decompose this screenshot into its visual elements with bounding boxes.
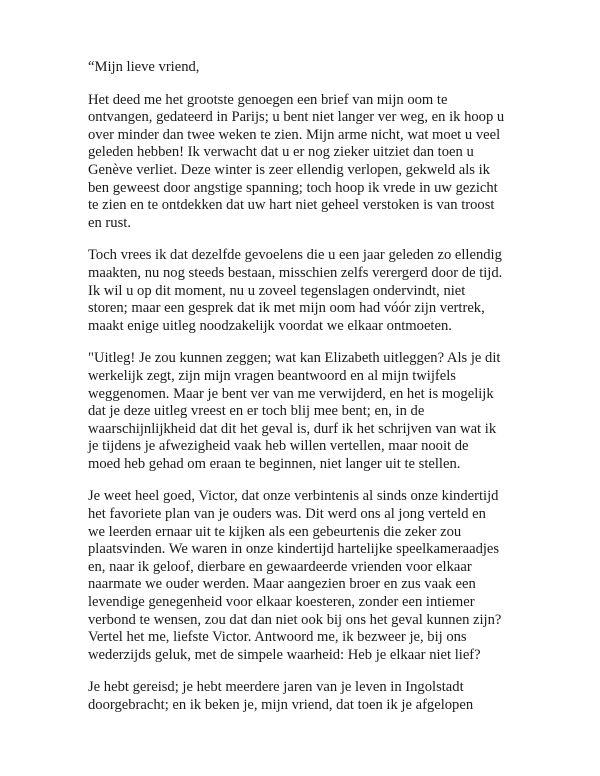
text-line: Ik wil u op dit moment, nu u zoveel tegenslagen ondervindt, niet bbox=[88, 282, 466, 299]
text-line: "Uitleg! Je zou kunnen zeggen; wat kan Elizabeth uitleggen? Als je dit bbox=[88, 350, 501, 367]
text-line: moed heb gehad om eraan te beginnen, niet langer uit te stellen. bbox=[88, 455, 461, 472]
text-line: plaatsvinden. We waren in onze kindertijd hartelijke speelkameraadjes bbox=[88, 541, 500, 558]
paragraph bbox=[88, 247, 528, 335]
text-line: levendige genegenheid voor elkaar koesteren, zonder een intiemer bbox=[88, 594, 475, 611]
text-line: weggenomen. Maar je bent ver van me verwijderd, en het is mogelijk bbox=[88, 385, 494, 402]
text-line: het favoriete plan van je ouders was. Dit werd ons al jong verteld en bbox=[88, 506, 486, 523]
text-line: doorgebracht; en ik beken je, mijn vriend, dat toen ik je afgelopen bbox=[88, 697, 474, 713]
text-line: dat je deze uitleg vreest en er toch blij mee bent; en, in de bbox=[88, 403, 425, 420]
salutation bbox=[88, 59, 528, 77]
text-line: storen; maar een gesprek dat ik met mijn oom had vóór zijn vertrek, bbox=[88, 300, 485, 317]
text-line: we leerden ernaar uit te kijken als een gebeurtenis die zeker zou bbox=[88, 523, 462, 540]
text-line: ontvangen, gedateerd in Parijs; u bent niet langer ver weg, en ik hoop u bbox=[88, 109, 505, 126]
text-line: maakt enige uitleg noodzakelijk voordat we elkaar ontmoeten. bbox=[88, 317, 452, 334]
text-line: je tijdens je afwezigheid vaak heb willen vertellen, maar nooit de bbox=[88, 438, 469, 455]
text-line: werkelijk zegt, zijn mijn vragen beantwoord en al mijn twijfels bbox=[88, 367, 456, 384]
text-line: wederzijds geluk, met de simpele waarheid: Heb je elkaar niet lief? bbox=[88, 646, 481, 663]
text-line: over minder dan twee weken te zien. Mijn arme nicht, wat moet u veel bbox=[88, 126, 501, 143]
text-line: “Mijn lieve vriend, bbox=[88, 59, 200, 75]
text-line: Genève verliet. Deze winter is zeer ellendig verlopen, gekweld als ik bbox=[88, 161, 490, 178]
letter-body bbox=[88, 59, 528, 730]
text-line: en rust. bbox=[88, 214, 131, 231]
text-line: Je weet heel goed, Victor, dat onze verbintenis al sinds onze kindertijd bbox=[88, 488, 499, 505]
paragraph bbox=[88, 92, 528, 233]
text-line: Je hebt gereisd; je hebt meerdere jaren van je leven in Ingolstadt bbox=[88, 679, 464, 696]
text-line: Toch vrees ik dat dezelfde gevoelens die u een jaar geleden zo ellendig bbox=[88, 247, 502, 264]
text-line: naarmate we ouder werden. Maar aangezien broer en zus vaak een bbox=[88, 576, 476, 593]
text-line: ben geweest door angstige spanning; toch hoop ik vrede in uw gezicht bbox=[88, 179, 498, 196]
paragraph bbox=[88, 350, 528, 473]
text-line: te zien en te ontdekken dat uw hart niet geheel verstoken is van troost bbox=[88, 197, 495, 214]
text-line: waarschijnlijkheid dat dit het geval is, durf ik het schrijven van wat ik bbox=[88, 420, 497, 437]
text-line: geleden hebben! Ik verwacht dat u er nog zieker uitziet dan toen u bbox=[88, 144, 474, 161]
text-line: en, naar ik geloof, dierbare en gewaardeerde vrienden voor elkaar bbox=[88, 558, 472, 575]
text-line: maakten, nu nog steeds bestaan, misschien zelfs verergerd door de tijd. bbox=[88, 264, 503, 281]
text-line: verbond te wensen, zou dat dan niet ook bij ons het geval kunnen zijn? bbox=[88, 611, 502, 628]
paragraph bbox=[88, 679, 528, 714]
text-line: Het deed me het grootste genoegen een brief van mijn oom te bbox=[88, 91, 448, 108]
paragraph bbox=[88, 488, 528, 664]
text-line: Vertel het me, liefste Victor. Antwoord me, ik bezweer je, bij ons bbox=[88, 629, 467, 646]
